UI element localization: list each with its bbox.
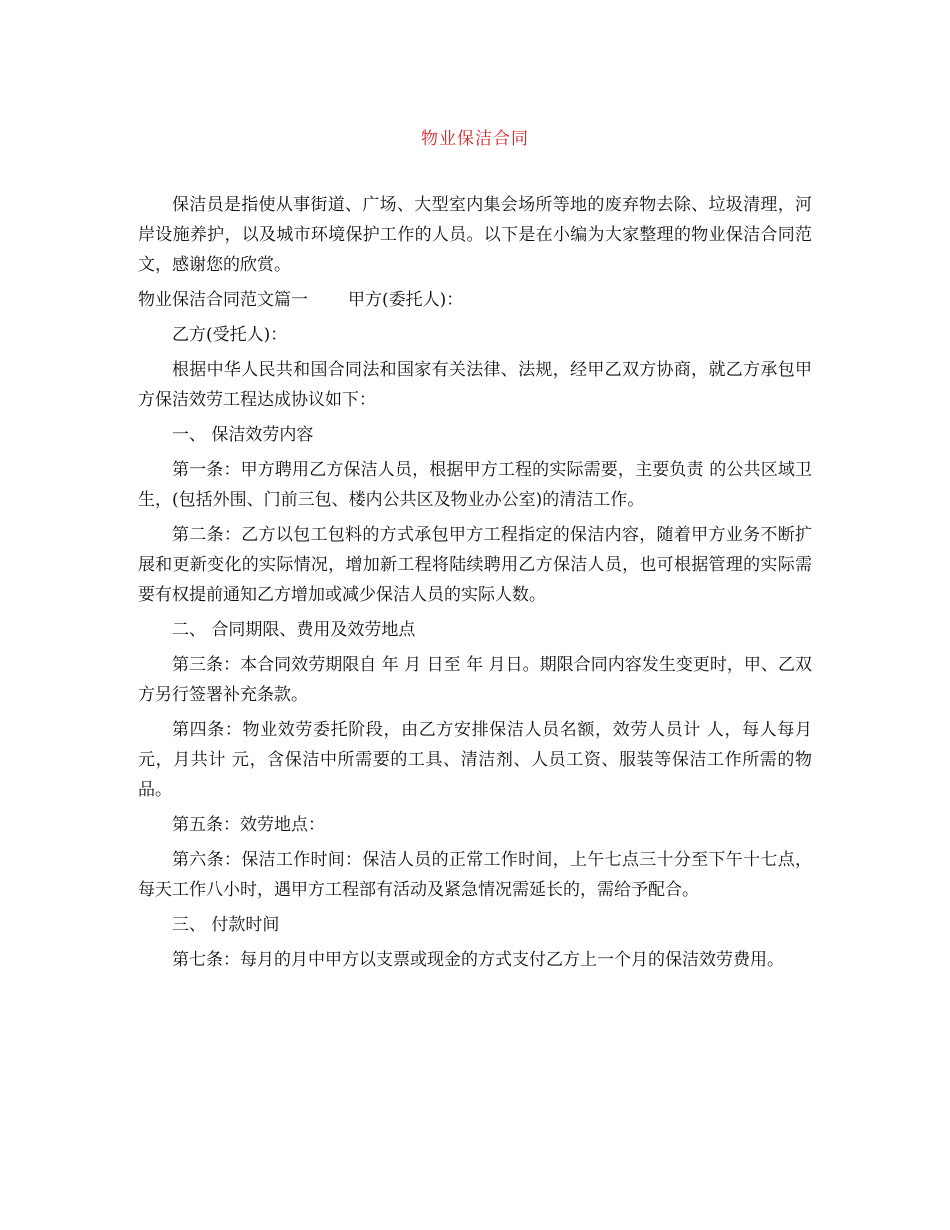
part1-heading: 一、 保洁效劳内容 (172, 425, 314, 445)
article-7: 第七条：每月的月中甲方以支票或现金的方式支付乙方上一个月的保洁效劳费用。 (172, 950, 784, 970)
article-4: 第四条：物业效劳委托阶段，由乙方安排保洁人员名额，效劳人员计 人，每人每月 元，月共计 元，含保洁中所需要的工具、清洁剂、人员工资、服装等保洁工作所需的物品。 (138, 720, 812, 800)
section-heading-line (138, 285, 812, 315)
section-heading: 物业保洁合同范文篇一 (138, 290, 308, 310)
article-5: 第五条：效劳地点： (172, 815, 325, 835)
intro-paragraph: 保洁员是指使从事街道、广场、大型室内集会场所等地的废弃物去除、垃圾清理，河岸设施养护，以及城市环境保护工作的人员。以下是在小编为大家整理的物业保洁合同范文，感谢您的欣赏。 (138, 195, 812, 275)
document-body (138, 190, 812, 980)
article-6: 第六条：保洁工作时间：保洁人员的正常工作时间，上午七点三十分至下午十七点，每天工作八小时，遇甲方工程部有活动及紧急情况需延长的，需给予配合。 (138, 850, 812, 900)
article-1: 第一条：甲方聘用乙方保洁人员，根据甲方工程的实际需要，主要负责 的公共区域卫生，(包括外围、门前三包、楼内公共区及物业办公室)的清洁工作。 (138, 460, 812, 510)
party-b-label: 乙方(受托人)： (172, 325, 288, 345)
preamble-paragraph: 根据中华人民共和国合同法和国家有关法律、法规，经甲乙双方协商，就乙方承包甲方保洁效劳工程达成协议如下： (138, 360, 812, 410)
article-3: 第三条：本合同效劳期限自 年 月 日至 年 月日。期限合同内容发生变更时，甲、乙双方另行签署补充条款。 (138, 655, 812, 705)
part3-heading: 三、 付款时间 (172, 915, 280, 935)
party-a-label: 甲方(委托人)： (348, 290, 464, 310)
document-title: 物业保洁合同 (421, 129, 529, 149)
article-2: 第二条：乙方以包工包料的方式承包甲方工程指定的保洁内容，随着甲方业务不断扩展和更新变化的实际情况，增加新工程将陆续聘用乙方保洁人员，也可根据管理的实际需要有权提前通知乙方增加或减少保洁人员的实际人数。 (138, 525, 812, 605)
part2-heading: 二、 合同期限、费用及效劳地点 (172, 620, 416, 640)
